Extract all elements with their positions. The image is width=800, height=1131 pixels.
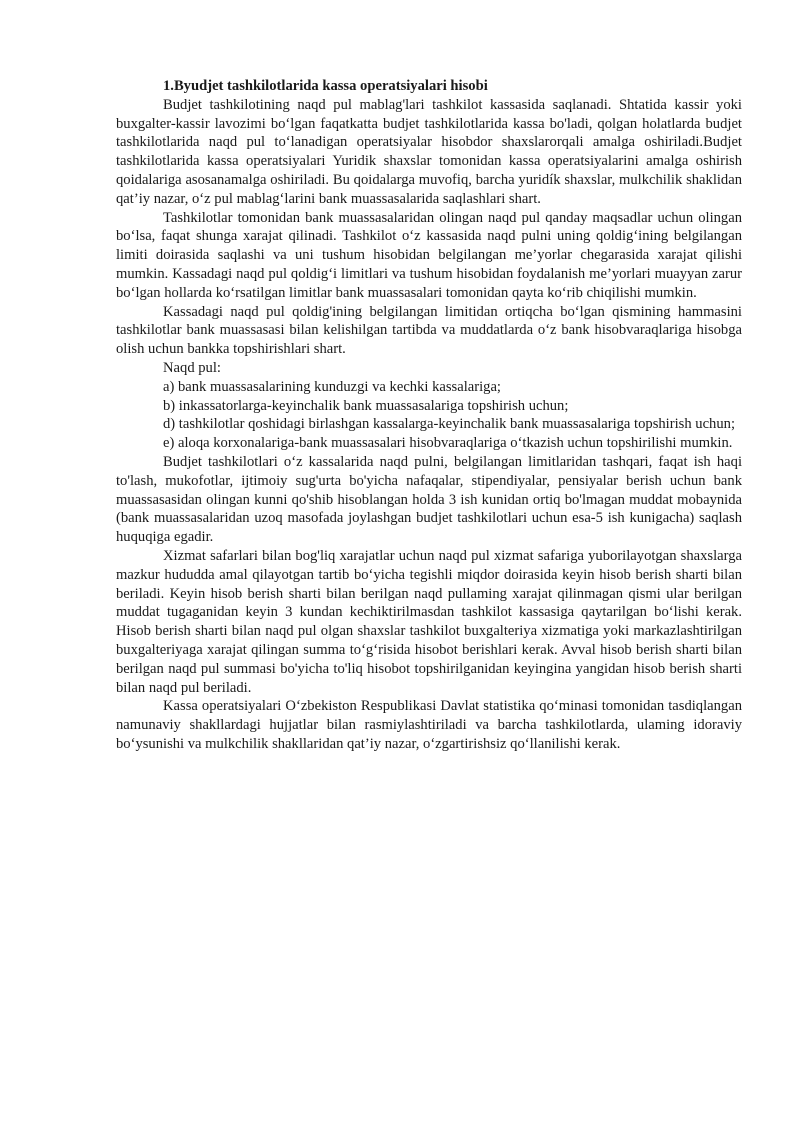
paragraph-cash-storage: Budjet tashkilotining naqd pul mablag'lari tashkilot kassasida saqlanadi. Shtatida kassir yoki buxgalter-kassir lavozimi bo‘lgan faqatkatta budjet tashkilotlarida kassa bo'ladi, qolgan holatlarda budjet tashkilotlarida naqd pul to‘lanadigan operatsiyalar hisobdor shaxslarorqali amalga oshiriladi.Budjet tashkilotlarida kassa operatsiyalari Yuridik shaxslar tomonidan kassa operatsiyalarini amalga oshirish qoidalariga asosanamalga oshiriladi. Bu qoidalarga muvofiq, barcha yuridík shaxslar, mulkchilik shaklidan qat’iy nazar, o‘z pul mablag‘larini bank muassasalarida saqlashlari shart. [116, 96, 742, 207]
section-heading: 1.Byudjet tashkilotlarida kassa operatsiyalari hisobi [163, 78, 488, 94]
document-page [116, 77, 742, 754]
paragraph-cash-limits: Budjet tashkilotlari o‘z kassalarida naqd pulni, belgilangan limitlaridan tashqari, faqat ish haqi to'lash, mukofotlar, ijtimoiy sug'urta bo'yicha nafaqalar, stipendiyalar, pensiyalar berish uchun bank muassasasidan olingan kunni qo'shib hisoblangan holda 3 ish kunidan ortiq bo'lmagan muddat mobaynida (bank muassasalaridan uzoq masofada joylashgan budjet tashkilotlari uchun esa-5 ish kunigacha) saqlash huquqiga egadir. [116, 453, 742, 546]
paragraph-cash-usage: Tashkilotlar tomonidan bank muassasalaridan olingan naqd pul qanday maqsadlar uchun olingan bo‘lsa, faqat shunga xarajat qilinadi. Tashkilot o‘z kassasida naqd pulni uning qoldig‘ining belgilangan limiti doirasida saqlashi va uni tushum hisobidan belgilangan me’yorlar chegarasida xarajat qilishi mumkin. Kassadagi naqd pul qoldig‘i limitlari va tushum hisobidan foydalanish me’yorlari muayyan zarur bo‘lgan hollarda ko‘rsatilgan limitlar bank muassasalari tomonidan qayta ko‘rib chiqilishi mumkin. [116, 209, 742, 301]
paragraph-cash-forms: Kassa operatsiyalari O‘zbekiston Respublikasi Davlat statistika qo‘minasi tomonidan tasdiqlangan namunaviy shakllardagi hujjatlar bilan rasmiylashtiriladi va barcha tashkilotlarda, ulaming idoraviy bo‘ysunishi va mulkchilik shakllaridan qat’iy nazar, o‘zgartirishsiz qo‘llanilishi kerak. [116, 698, 742, 752]
list-item-d: d) tashkilotlar qoshidagi birlashgan kassalarga-keyinchalik bank muassasalariga topshirish uchun; [163, 416, 735, 433]
list-item-b: b) inkassatorlarga-keyinchalik bank muassasalariga topshirish uchun; [163, 397, 569, 414]
paragraph-excess-cash: Kassadagi naqd pul qoldig'ining belgilangan limitidan ortiqcha bo‘lgan qismining hammasini tashkilotlar bank muassasasi bilan kelishilgan tartibda va muddatlarda o‘z bank hisobvaraqlariga hisobga olish uchun bankka topshirishlari shart. [116, 303, 742, 358]
list-item-a: a) bank muassasalarining kunduzgi va kechki kassalariga; [163, 378, 501, 395]
paragraph-cash-list-intro: Naqd pul: [163, 359, 221, 376]
list-item-e: e) aloqa korxonalariga-bank muassasalari hisobvaraqlariga o‘tkazish uchun topshirilishi mumkin. [163, 435, 733, 452]
paragraph-business-trips: Xizmat safarlari bilan bog'liq xarajatlar uchun naqd pul xizmat safariga yuborilayotgan shaxslarga mazkur hududda amal qilayotgan tartib bo‘yicha tegishli miqdor doirasida keyin hisob berish sharti bilan beriladi. Keyin hisob berish sharti bilan berilgan naqd pullaming xarajat qilinmagan qismi ular berilgan muddat tugaganidan keyin 3 kundan kechiktirilmasdan tashkilot kassasiga qaytarilgan bo‘lishi kerak. Hisob berish sharti bilan naqd pul olgan shaxslar tashkilot buxgalteriya xizmatiga yoki markazlashtirilgan buxgalteriyaga xarajat qilingan summa to‘g‘risida hisobot berishlari kerak. Avval hisob berish sharti bilan berilgan naqd pul summasi bo'yicha to'liq hisobot topshirilganidan keyingina yangidan hisob berish sharti bilan naqd pul beriladi. [116, 547, 742, 696]
